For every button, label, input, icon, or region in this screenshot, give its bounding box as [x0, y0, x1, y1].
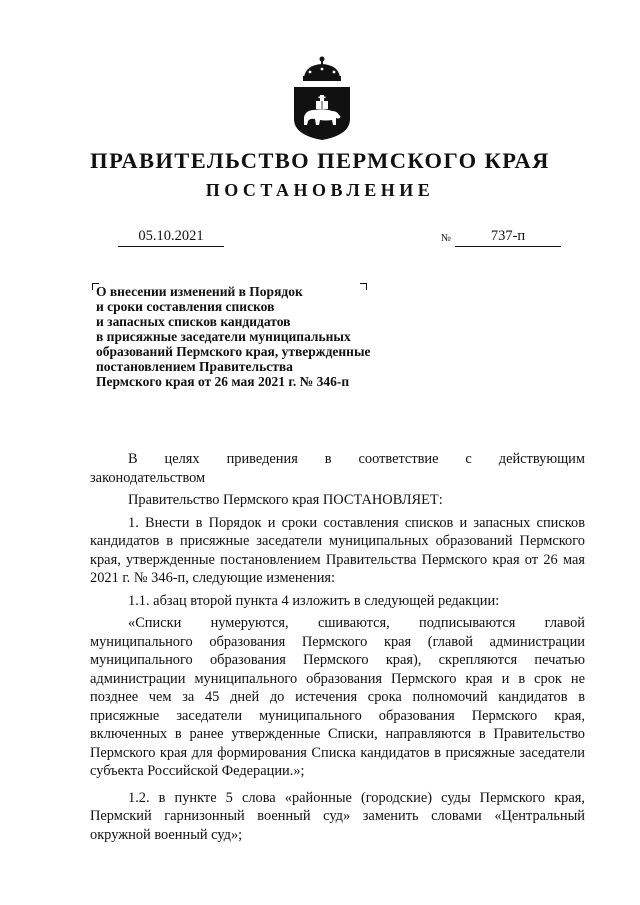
- paragraph-item-1-1: 1.1. абзац второй пункта 4 изложить в следующей редакции:: [128, 592, 500, 609]
- subject-line: и запасных списков кандидатов: [96, 314, 291, 329]
- crown-icon: [303, 57, 341, 82]
- paragraph-item-1: 1. Внести в Порядок и сроки составления списков и запасных списков кандидатов в присяжные заседатели муниципальных образований Пермского края, утвержденные постановлением Правительства Пермского края от 26 мая 2021 г. № 346-п, следующие изменения:: [90, 514, 585, 586]
- preamble-line-2: законодательством: [90, 469, 206, 486]
- number-sign: №: [441, 233, 452, 244]
- subject-line: О внесении изменений в Порядок: [96, 284, 303, 299]
- document-type: ПОСТАНОВЛЕНИЕ: [205, 180, 435, 200]
- subject-line: образований Пермского края, утвержденные: [96, 344, 371, 359]
- document-number: 737-п: [455, 227, 561, 247]
- subject-line: в присяжные заседатели муниципальных: [96, 329, 351, 344]
- subject-line: и сроки составления списков: [96, 299, 275, 314]
- document-subject: [96, 284, 370, 389]
- paragraph-resolves: Правительство Пермского края ПОСТАНОВЛЯЕТ:: [128, 492, 443, 508]
- government-title: ПРАВИТЕЛЬСТВО ПЕРМСКОГО КРАЯ: [90, 148, 550, 173]
- paragraph-quote: «Списки нумеруются, сшиваются, подписываются главой муниципального образования Пермского края (главой администрации муниципального образования Пермского края), скрепляются печатью администрации муниципального образования Пермского края и в срок не позднее чем за 45 дней до истечения срока полномочий кандидатов в присяжные заседатели муниципального образования Пермского края, включенных в ранее утвержденные Списки, направляются в Правительство Пермского края для формирования Списка кандидатов в присяжные заседатели субъекта Российской Федерации.»;: [90, 615, 585, 779]
- preamble-line-1: В целях приведения в соответствие с действующим: [128, 451, 585, 467]
- subject-line: постановлением Правительства: [96, 359, 293, 374]
- document-date: 05.10.2021: [118, 227, 224, 247]
- paragraph-preamble: [90, 450, 585, 487]
- coat-of-arms-emblem: [290, 55, 354, 141]
- subject-line: Пермского края от 26 мая 2021 г. № 346-п: [96, 374, 350, 389]
- shield-icon: [294, 87, 350, 140]
- document-body: [90, 450, 585, 848]
- paragraph-item-1-2: 1.2. в пункте 5 слова «районные (городские) суды Пермского края, Пермский гарнизонный военный суд» заменить словами «Центральный окружной военный суд»;: [90, 789, 585, 843]
